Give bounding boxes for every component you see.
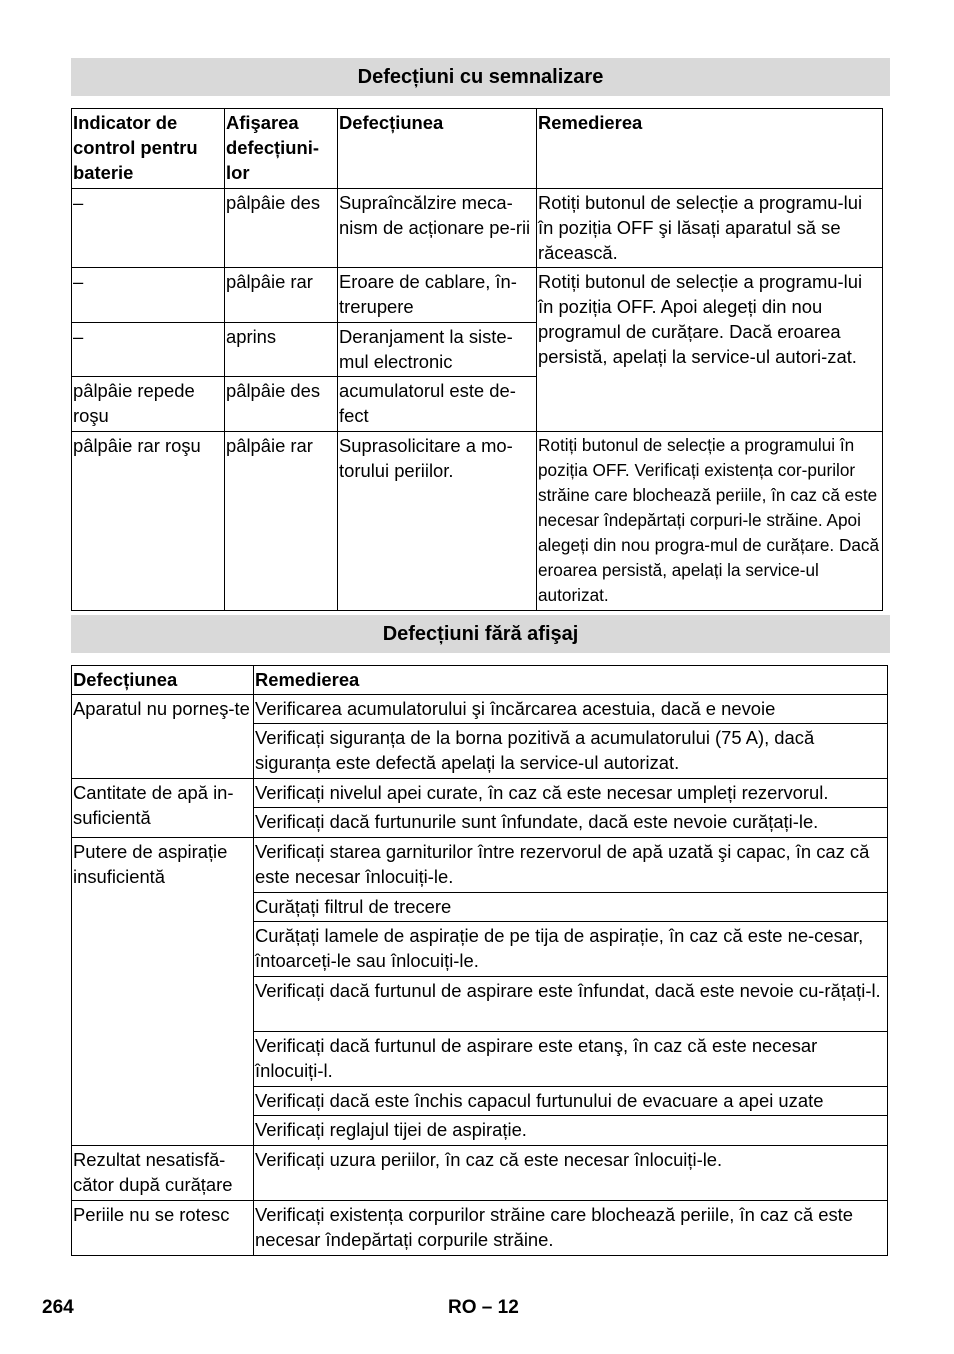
fault-cell: Supraîncălzire meca-nism de acționare pe-rii [338, 189, 537, 268]
faults-without-display-table [71, 665, 888, 1256]
section-label: RO – 12 [448, 1297, 519, 1318]
indicator-cell: – [72, 189, 225, 268]
section-title-with-signal: Defecțiuni cu semnalizare [71, 58, 890, 96]
remedy-cell: Verificați nivelul apei curate, în caz că este necesar umpleți rezervorul. [254, 779, 888, 808]
remedy-cell: Curățați lamele de aspirație de pe tija de aspirație, în caz că este ne-cesar, întoarceți-le sau înlocuiți-le. [254, 922, 888, 977]
remedy-cell: Verificați dacă furtunul de aspirare este etanş, în caz că este necesar înlocuiți-l. [254, 1032, 888, 1087]
table-row [72, 779, 888, 808]
header-remedy: Remedierea [537, 109, 883, 189]
fault-cell: acumulatorul este de-fect [338, 377, 537, 432]
header-indicator: Indicator de control pentru baterie [72, 109, 225, 189]
fault-cell: Suprasolicitare a mo-torului periilor. [338, 432, 537, 611]
section-title-without-display: Defecțiuni fără afişaj [71, 615, 890, 653]
remedy-cell: Verificați dacă furtunurile sunt înfundate, dacă este nevoie curățați-le. [254, 808, 888, 838]
display-cell: pâlpâie des [225, 189, 338, 268]
remedy-cell: Rotiți butonul de selecție a programu-lui în poziția OFF. Apoi alegeți din nou programul de curățare. Dacă eroarea persistă, apelați la service-ul autori-zat. [537, 268, 883, 432]
fault-cell: Periile nu se rotesc [72, 1201, 254, 1256]
fault-cell: Cantitate de apă in-suficientă [72, 779, 254, 838]
header-display: Afişarea defecțiuni-lor [225, 109, 338, 189]
table-header-row [72, 109, 883, 189]
remedy-cell: Verificarea acumulatorului şi încărcarea acestuia, dacă e nevoie [254, 695, 888, 724]
table-row [72, 189, 883, 268]
table-header-row [72, 666, 888, 695]
remedy-cell: Verificați existența corpurilor străine care blochează periile, în caz că este necesar îndepărtați corpurile străine. [254, 1201, 888, 1256]
display-cell: aprins [225, 323, 338, 377]
display-cell: pâlpâie rar [225, 432, 338, 611]
remedy-cell: Verificați siguranța de la borna pozitivă a acumulatorului (75 A), dacă siguranța este defectă apelați la service-ul autorizat. [254, 724, 888, 779]
indicator-cell: – [72, 268, 225, 323]
table-row [72, 1146, 888, 1201]
indicator-cell: pâlpâie rar roşu [72, 432, 225, 611]
table-row [72, 432, 883, 611]
fault-cell: Putere de aspirație insuficientă [72, 838, 254, 1146]
indicator-cell: pâlpâie repede roşu [72, 377, 225, 432]
header-fault: Defecțiunea [338, 109, 537, 189]
table-row [72, 1201, 888, 1256]
table-row [72, 695, 888, 724]
faults-with-signal-table [71, 108, 883, 611]
remedy-cell: Verificați starea garniturilor între rezervorul de apă uzată şi capac, în caz că este necesar înlocuiți-le. [254, 838, 888, 893]
display-cell: pâlpâie des [225, 377, 338, 432]
remedy-cell: Verificați reglajul tijei de aspirație. [254, 1116, 888, 1146]
indicator-cell: – [72, 323, 225, 377]
header-remedy: Remedierea [254, 666, 888, 695]
remedy-cell: Verificați uzura periilor, în caz că este necesar înlocuiți-le. [254, 1146, 888, 1201]
fault-cell: Rezultat nesatisfă-cător după curățare [72, 1146, 254, 1201]
remedy-cell: Rotiți butonul de selecție a programu-lui în poziția OFF şi lăsați aparatul să se răcească. [537, 189, 883, 268]
fault-cell: Aparatul nu porneş-te [72, 695, 254, 779]
remedy-cell: Rotiți butonul de selecție a programului în poziția OFF. Verificați existența cor-purilor străine care blochează periile, în caz că este necesar îndepărtați corpuri-le străine. Apoi alegeți din nou progra-mul de curățare. Dacă eroarea persistă, apelați la service-ul autorizat. [537, 432, 883, 611]
table-row [72, 838, 888, 893]
remedy-cell: Verificați dacă furtunul de aspirare este înfundat, dacă este nevoie cu-rățați-l. [254, 977, 888, 1032]
fault-cell: Eroare de cablare, în-trerupere [338, 268, 537, 323]
table-row [72, 268, 883, 323]
remedy-cell: Curățați filtrul de trecere [254, 893, 888, 922]
display-cell: pâlpâie rar [225, 268, 338, 323]
remedy-cell: Verificați dacă este închis capacul furtunului de evacuare a apei uzate [254, 1087, 888, 1116]
header-fault: Defecțiunea [72, 666, 254, 695]
fault-cell: Deranjament la siste-mul electronic [338, 323, 537, 377]
page-number: 264 [42, 1297, 74, 1318]
